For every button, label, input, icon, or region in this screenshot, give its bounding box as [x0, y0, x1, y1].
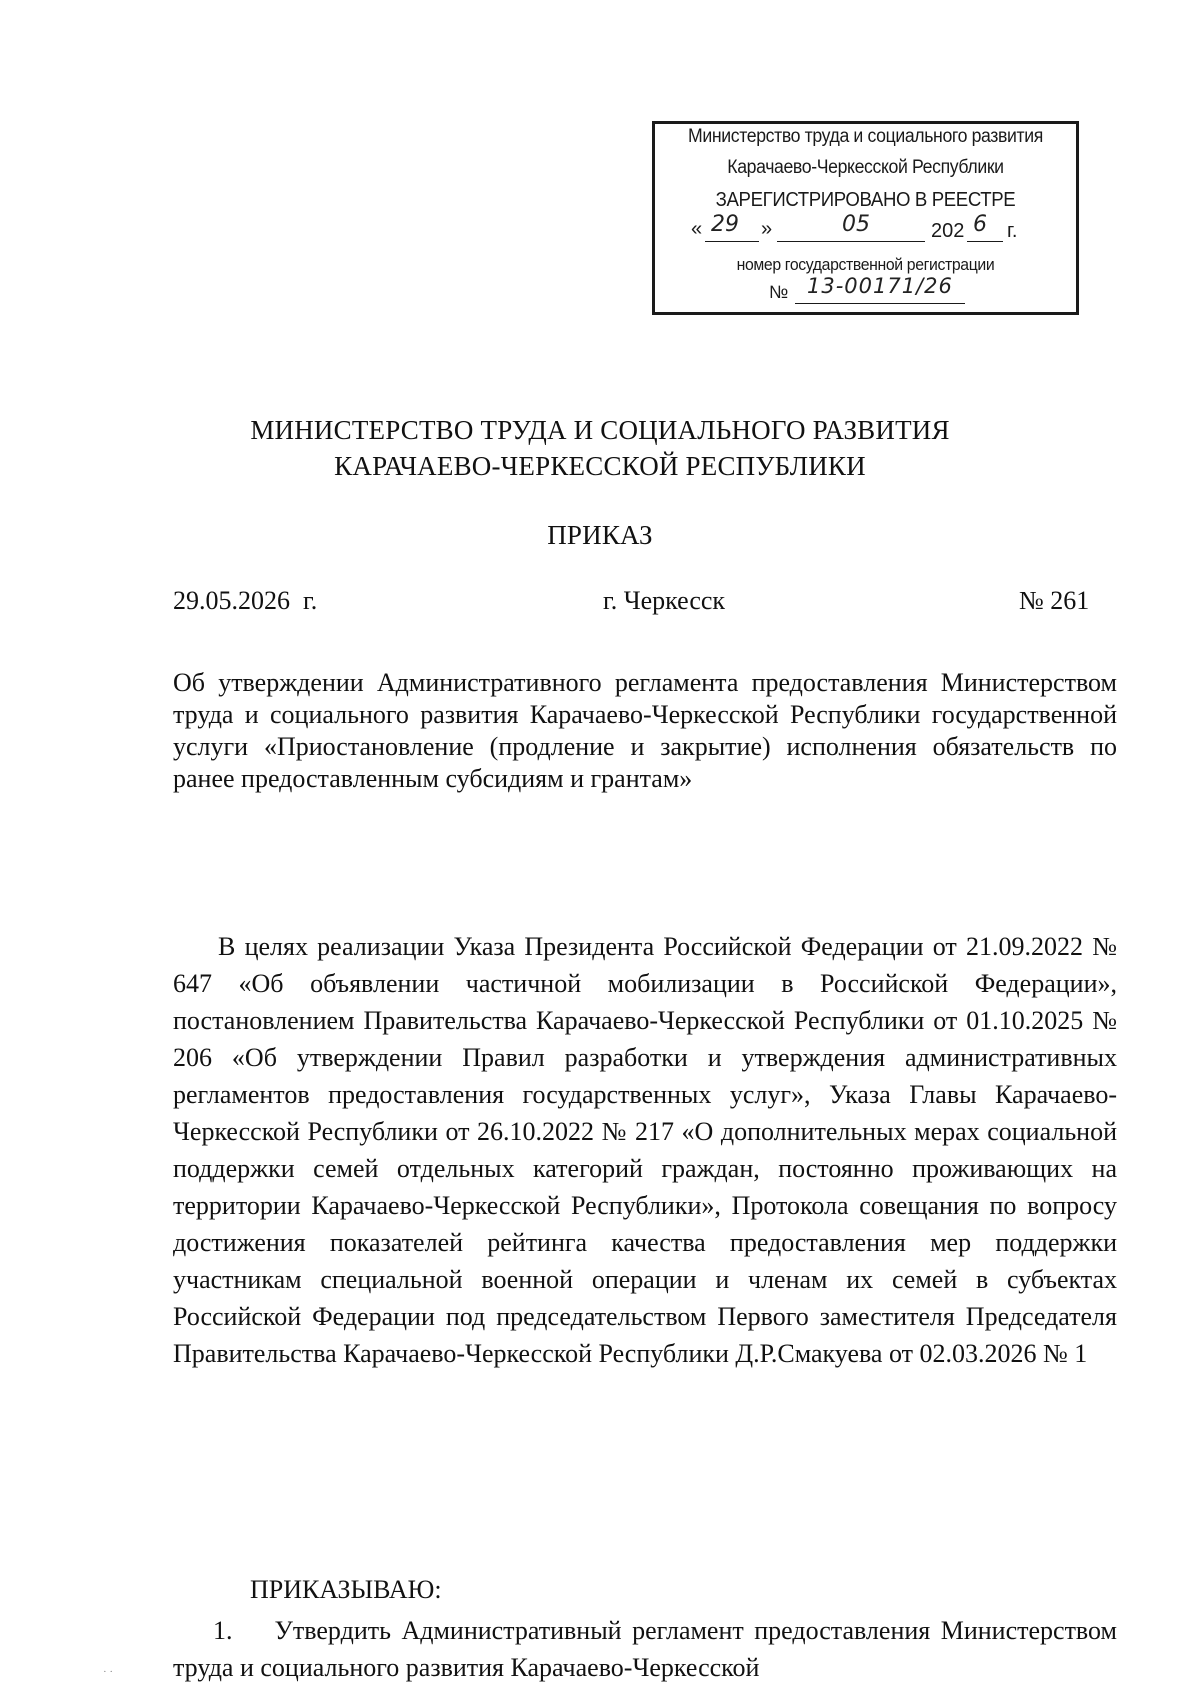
org-title-line1: МИНИСТЕРСТВО ТРУДА И СОЦИАЛЬНОГО РАЗВИТИЯ — [250, 415, 950, 445]
order-number: № 261 — [1019, 586, 1090, 615]
stamp-quote-open: « — [691, 218, 703, 240]
order-city: г. Черкесск — [603, 586, 726, 615]
stamp-number-sign: № — [769, 282, 789, 302]
order-preamble: В целях реализации Указа Президента Российской Федерации от 21.09.2022 № 647 «Об объявлении частичной мобилизации в Российской Федерации», постановлением Правительства Карачаево-Черкесской Республики от 01.10.2025 № 206 «Об утверждении Правил разработки и утверждения административных регламентов предоставления государственных услуг», Указа Главы Карачаево-Черкесской Республики от 26.10.2022 № 217 «О дополнительных мерах социальной поддержки семей отдельных категорий граждан, постоянно проживающих на территории Карачаево-Черкесской Республики», Протокола совещания по вопросу достижения показателей рейтинга качества предоставления мер поддержки участникам специальной военной операции и членам их семей в субъектах Российской Федерации под председательством Первого заместителя Председателя Правительства Карачаево-Черкесской Республики Д.Р.Смакуева от 02.03.2026 № 1 — [173, 932, 1117, 1368]
registration-stamp — [652, 121, 1079, 315]
stamp-regno-underline — [795, 303, 965, 304]
stamp-republic-line: Карачаево-Черкесской Республики — [727, 157, 1004, 178]
stamp-month-underline — [777, 241, 925, 242]
stamp-year-prefix: 202 — [931, 220, 965, 242]
scan-margin-mark: · · — [103, 1666, 114, 1678]
stamp-day: 29 — [711, 212, 739, 237]
stamp-ministry-line: Министерство труда и социального развития — [688, 126, 1043, 147]
stamp-registered-line: ЗАРЕГИСТРИРОВАНО В РЕЕСТРЕ — [715, 189, 1016, 211]
order-point-1: 1. Утвердить Административный регламент предоставления Министерством труда и социального развития Карачаево-Черкесской — [173, 1616, 1124, 1682]
order-directive-word: ПРИКАЗЫВАЮ: — [250, 1575, 442, 1604]
stamp-regno: 13-00171/26 — [807, 274, 953, 298]
doc-type-title: ПРИКАЗ — [547, 520, 653, 550]
stamp-day-underline — [705, 241, 759, 242]
stamp-month: 05 — [842, 212, 870, 237]
stamp-year-underline — [967, 241, 1003, 242]
org-title-line2: КАРАЧАЕВО-ЧЕРКЕССКОЙ РЕСПУБЛИКИ — [334, 451, 866, 481]
stamp-year-digit: 6 — [973, 212, 987, 237]
stamp-quote-close: » — [761, 218, 773, 240]
order-subject: Об утверждении Административного регламента предоставления Министерством труда и социального развития Карачаево-Черкесской Республики государственной услуги «Приостановление (продление и закрытие) исполнения обязательств по ранее предоставленным субсидиям и грантам» — [173, 668, 1117, 793]
stamp-regno-label: номер государственной регистрации — [736, 255, 995, 274]
order-date: 29.05.2026 г. — [173, 586, 318, 615]
stamp-year-suffix: г. — [1007, 220, 1018, 242]
